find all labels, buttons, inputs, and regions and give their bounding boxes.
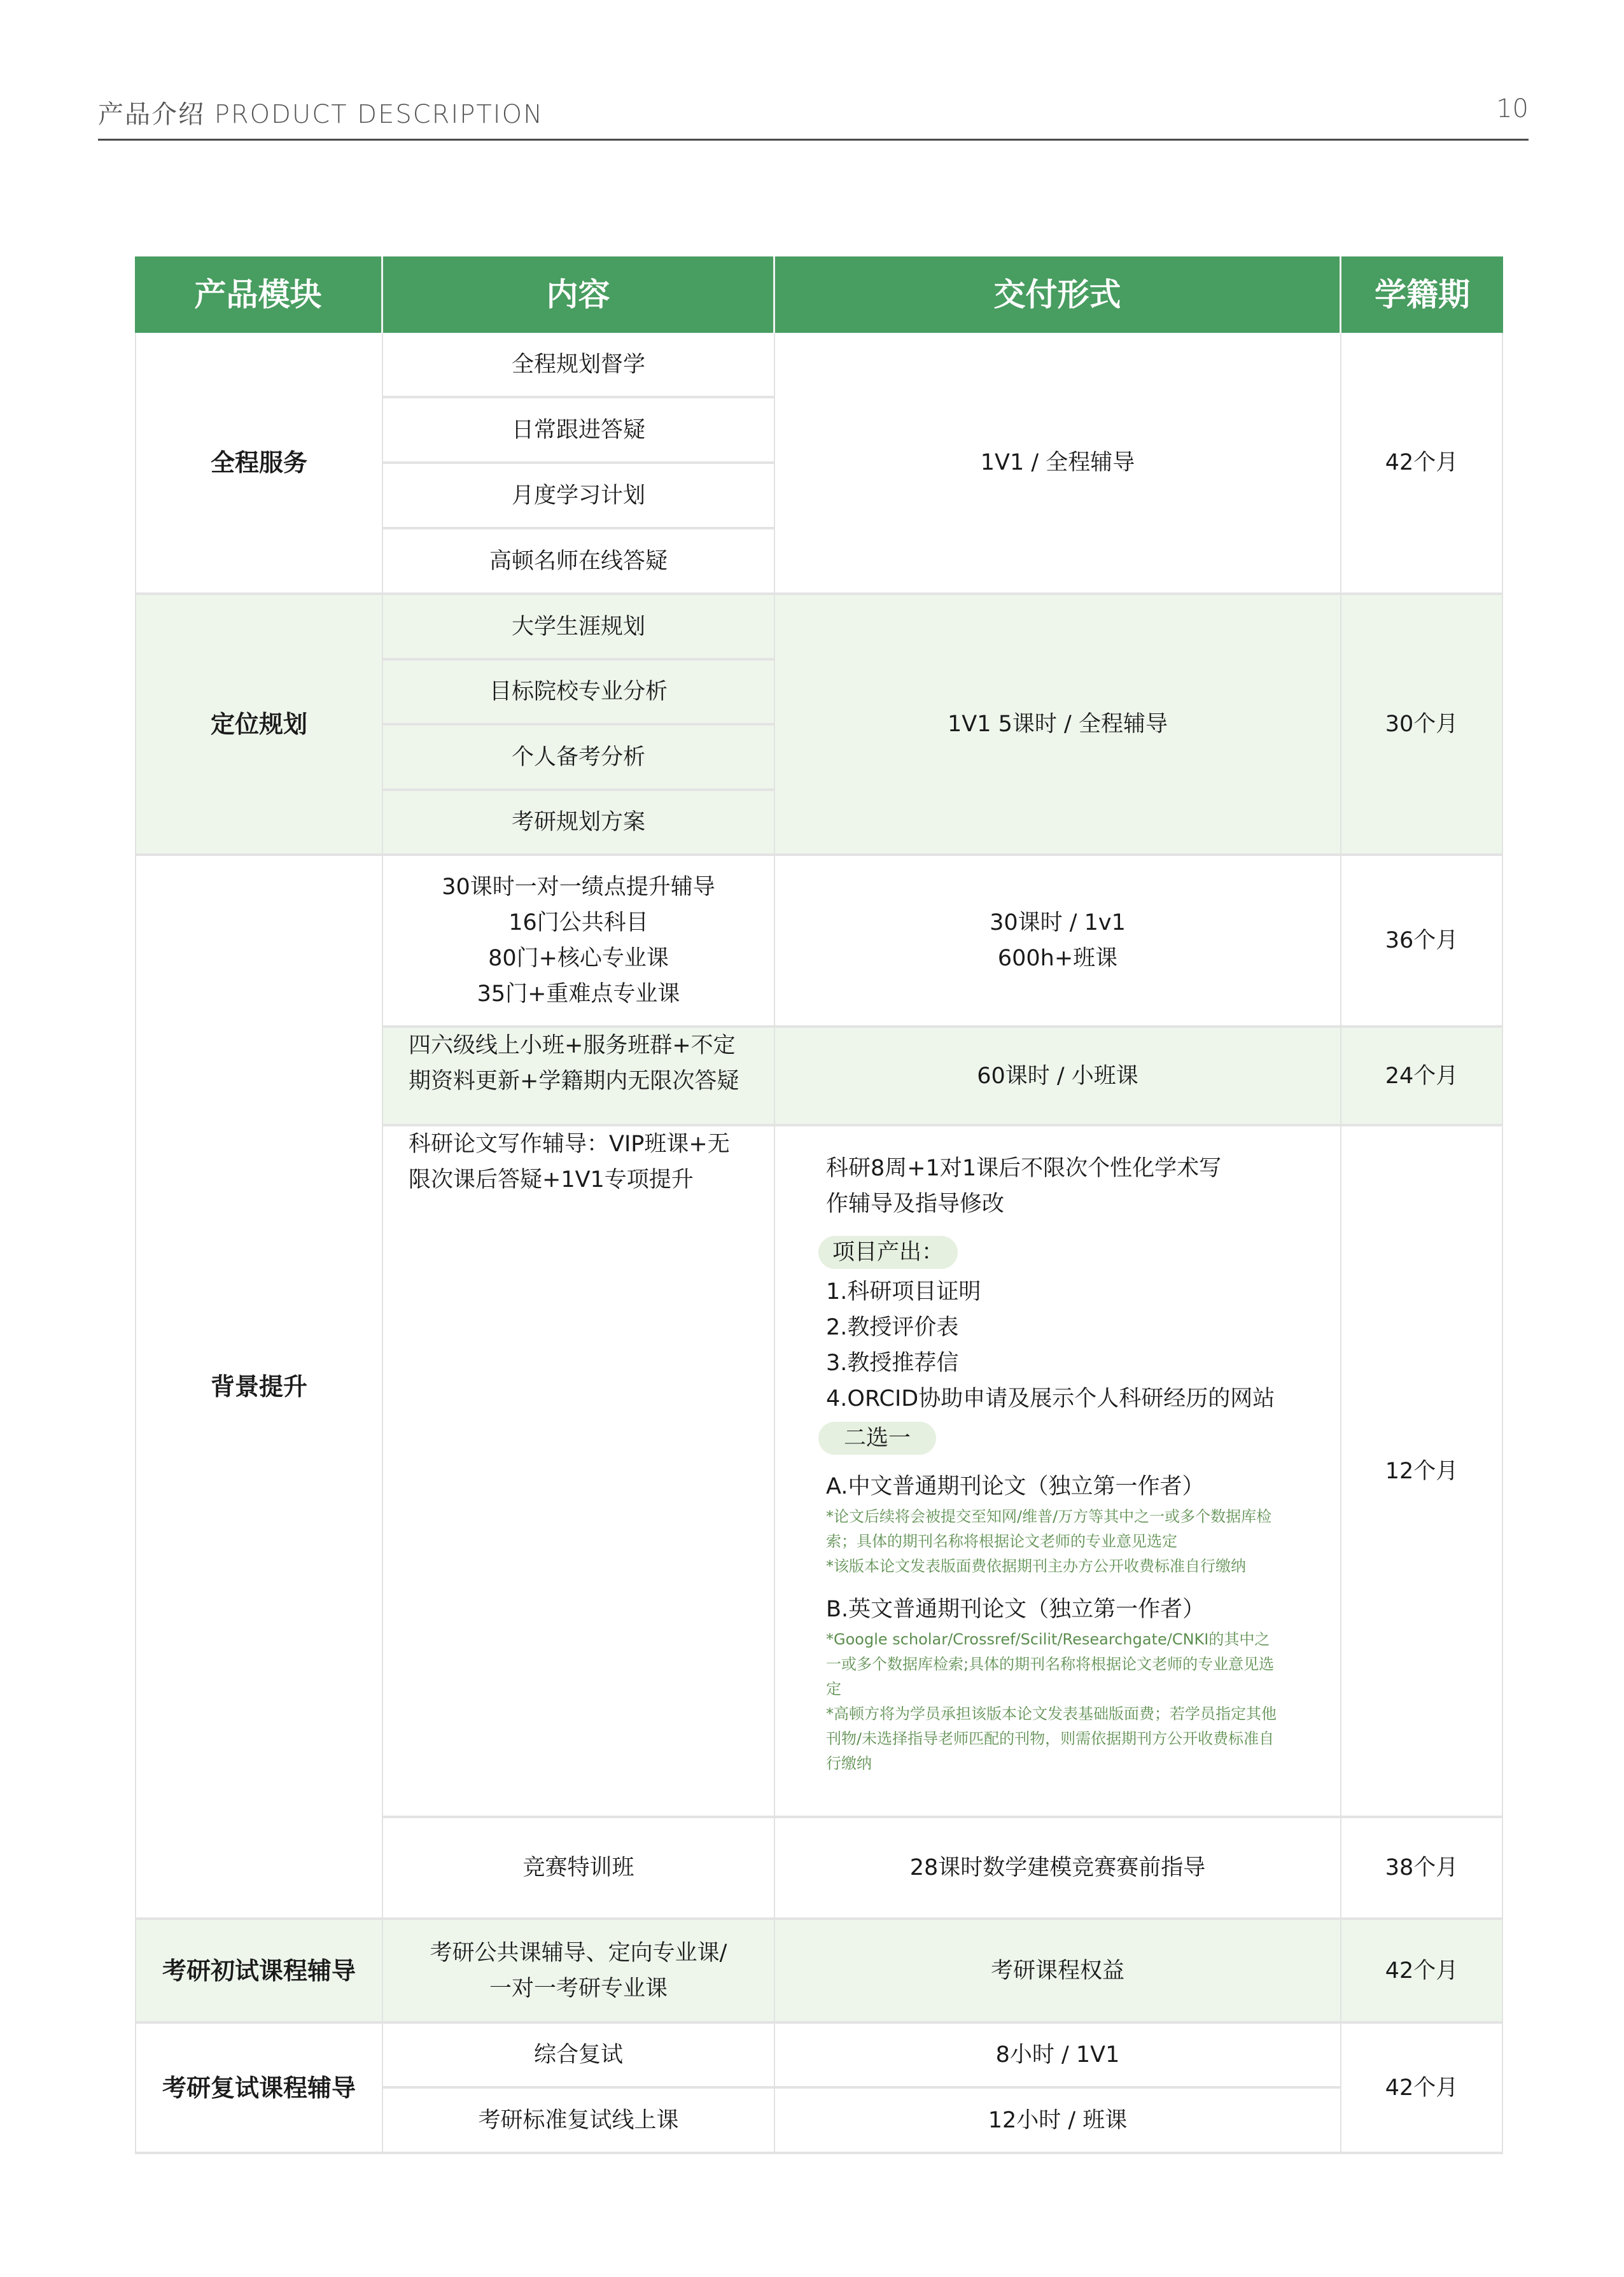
content-line: 35门+重难点专业课 [477, 981, 680, 1007]
content-cell: 竞赛特训班 [383, 1818, 775, 1920]
content-line: 科研论文写作辅导：VIP班课+无 [409, 1131, 730, 1157]
option-b-note: *高顿方将为学员承担该版本论文发表基础版面费；若学员指定其他 [826, 1705, 1277, 1723]
page-title: 产品介绍 PRODUCT DESCRIPTION [98, 100, 544, 129]
content-cell [383, 1920, 775, 2024]
option-b-note: *Google scholar/Crossref/Scilit/Researchgate/CNKI的其中之 [826, 1630, 1270, 1648]
content-line: 一对一考研专业课 [489, 1975, 668, 2001]
output-item: 2.教授评价表 [826, 1315, 959, 1340]
delivery-line: 30课时 / 1v1 [990, 910, 1126, 935]
period-cell: 38个月 [1341, 1818, 1503, 1920]
module-background: 背景提升 [135, 856, 383, 1920]
content-item: 月度学习计划 [383, 464, 775, 529]
delivery-cell: 28课时数学建模竞赛赛前指导 [775, 1818, 1341, 1920]
period-cell: 36个月 [1341, 856, 1503, 1028]
outputs-label-badge: 项目产出： [818, 1236, 958, 1269]
delivery-cell: 1V1 5课时 / 全程辅导 [775, 595, 1341, 856]
period-cell: 24个月 [1341, 1028, 1503, 1126]
option-a-title: A.中文普通期刊论文（独立第一作者） [826, 1474, 1205, 1499]
content-cell: 考研标准复试线上课 [383, 2089, 775, 2154]
option-a-note: *论文后续将会被提交至知网/维普/万方等其中之一或多个数据库检 [826, 1508, 1272, 1525]
option-a-note: 索；具体的期刊名称将根据论文老师的专业意见选定 [826, 1532, 1177, 1550]
delivery-cell [775, 856, 1341, 1028]
delivery-line: 600h+班课 [997, 946, 1118, 971]
delivery-cell: 1V1 / 全程辅导 [775, 333, 1341, 595]
content-item: 日常跟进答疑 [383, 398, 775, 464]
period-cell: 12个月 [1341, 1126, 1503, 1818]
module-full-service: 全程服务 [135, 333, 383, 595]
research-delivery-cell [775, 1126, 1341, 1818]
output-item: 4.ORCID协助申请及展示个人科研经历的网站 [826, 1386, 1275, 1412]
content-line: 30课时一对一绩点提升辅导 [442, 874, 715, 900]
content-item: 高顿名师在线答疑 [383, 529, 775, 595]
delivery-cell: 12小时 / 班课 [775, 2089, 1341, 2154]
page-number: 10 [1496, 94, 1529, 123]
content-item: 考研规划方案 [383, 791, 775, 856]
content-item: 全程规划督学 [383, 333, 775, 398]
delivery-cell: 考研课程权益 [775, 1920, 1341, 2024]
content-cell: 综合复试 [383, 2024, 775, 2089]
output-item: 1.科研项目证明 [826, 1279, 981, 1305]
period-cell: 30个月 [1341, 595, 1503, 856]
period-cell: 42个月 [1341, 2024, 1503, 2154]
choice-label-badge: 二选一 [818, 1422, 936, 1455]
content-cell [383, 856, 775, 1028]
content-item: 个人备考分析 [383, 725, 775, 791]
page-header [98, 89, 1529, 141]
content-line: 期资料更新+学籍期内无限次答疑 [409, 1068, 739, 1094]
content-line: 限次课后答疑+1V1专项提升 [409, 1167, 694, 1193]
intro-line: 科研8周+1对1课后不限次个性化学术写 [826, 1156, 1222, 1181]
content-line: 16门公共科目 [508, 910, 648, 935]
intro-line: 作辅导及指导修改 [826, 1191, 1005, 1217]
output-item: 3.教授推荐信 [826, 1350, 959, 1376]
header-period: 学籍期 [1341, 256, 1503, 333]
content-line: 考研公共课辅导、定向专业课/ [430, 1940, 727, 1966]
content-cell [383, 1028, 775, 1126]
module-initial-exam: 考研初试课程辅导 [135, 1920, 383, 2024]
content-item: 大学生涯规划 [383, 595, 775, 661]
header-delivery: 交付形式 [775, 256, 1341, 333]
option-b-note: 定 [826, 1680, 841, 1698]
option-b-title: B.英文普通期刊论文（独立第一作者） [826, 1597, 1205, 1622]
content-line: 80门+核心专业课 [488, 946, 669, 971]
module-retest: 考研复试课程辅导 [135, 2024, 383, 2154]
content-line: 四六级线上小班+服务班群+不定 [409, 1033, 736, 1058]
product-table [135, 256, 1503, 2154]
content-item: 目标院校专业分析 [383, 661, 775, 725]
option-b-note: 刊物/未选择指导老师匹配的刊物，则需依据期刊方公开收费标准自 [826, 1730, 1275, 1748]
module-positioning: 定位规划 [135, 595, 383, 856]
delivery-cell: 60课时 / 小班课 [775, 1028, 1341, 1126]
option-a-note: *该版本论文发表版面费依据期刊主办方公开收费标准自行缴纳 [826, 1557, 1246, 1575]
option-b-note: 一或多个数据库检索;具体的期刊名称将根据论文老师的专业意见选 [826, 1655, 1275, 1673]
option-b-note: 行缴纳 [826, 1755, 872, 1772]
header-module: 产品模块 [135, 256, 383, 333]
period-cell: 42个月 [1341, 333, 1503, 595]
header-content: 内容 [383, 256, 775, 333]
content-cell [383, 1126, 775, 1818]
delivery-cell: 8小时 / 1V1 [775, 2024, 1341, 2089]
period-cell: 42个月 [1341, 1920, 1503, 2024]
